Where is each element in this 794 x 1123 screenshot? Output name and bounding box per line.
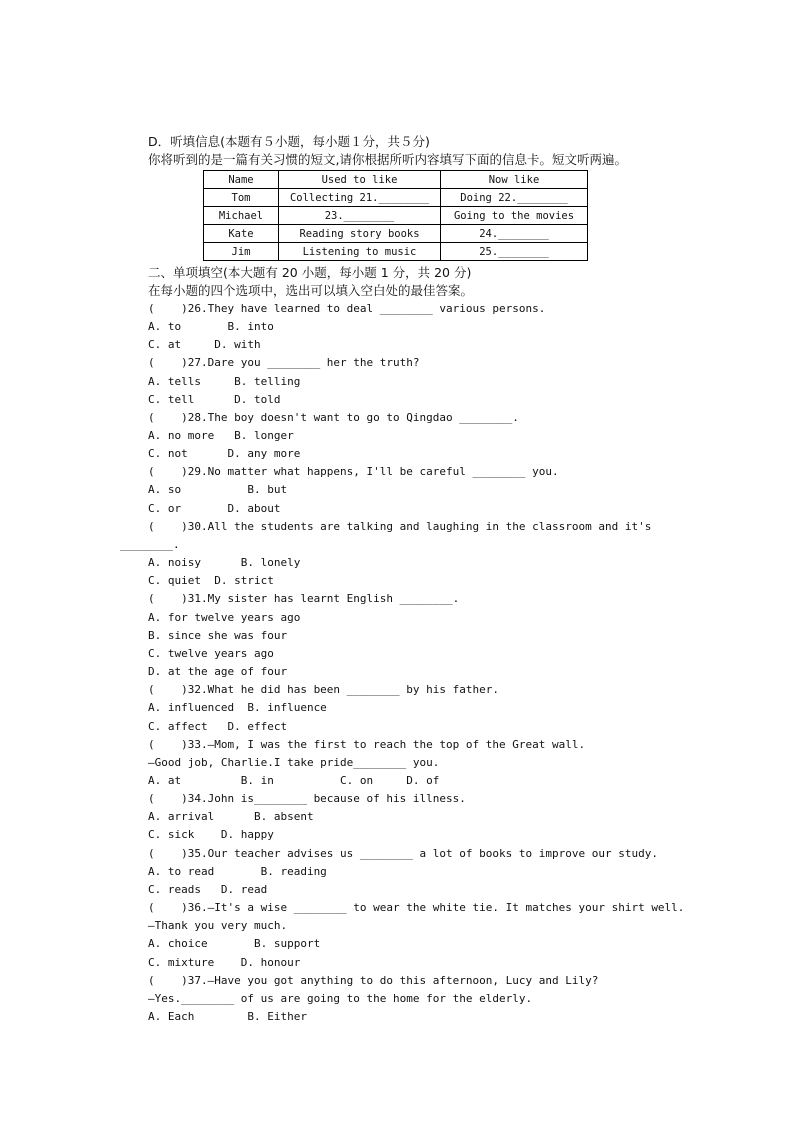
section-d-instruction: 你将听到的是一篇有关习惯的短文,请你根据所听内容填写下面的信息卡。短文听两遍。 xyxy=(148,152,627,167)
cell-now-like xyxy=(441,225,588,243)
header-now-like: Now like xyxy=(441,171,588,189)
options-line: A. no more B. longer xyxy=(148,429,294,442)
cell-now-like: Going to the movies xyxy=(441,207,588,225)
options-line: C. reads D. read xyxy=(148,883,268,896)
header-name: Name xyxy=(204,171,279,189)
question-36-reply: —Thank you very much. xyxy=(148,919,288,932)
question-33-reply: —Good job, Charlie.I take pride________ you. xyxy=(148,756,440,769)
options-line: A. so B. but xyxy=(148,483,288,496)
section-2-title: 二、单项填空(本大题有 20 小题，每小题 1 分，共 20 分) xyxy=(148,265,472,280)
answer-blank-23[interactable]: 23.________ xyxy=(324,209,395,222)
table-row xyxy=(204,243,588,261)
options-line: A. to read B. reading xyxy=(148,865,327,878)
options-line: C. at D. with xyxy=(148,338,261,351)
options-line: A. Each B. Either xyxy=(148,1010,307,1023)
question-37: ( )37.—Have you got anything to do this afternoon, Lucy and Lily? xyxy=(148,974,599,987)
options-line: B. since she was four xyxy=(148,629,288,642)
question-33: ( )33.—Mom, I was the first to reach the top of the Great wall. xyxy=(148,738,586,751)
options-line: A. influenced B. influence xyxy=(148,701,327,714)
options-line: A. choice B. support xyxy=(148,937,321,950)
question-34: ( )34.John is________ because of his illness. xyxy=(148,792,466,805)
table-header-row xyxy=(204,171,588,189)
cell-now-like: Doing 22.________ xyxy=(441,189,588,207)
options-line: A. arrival B. absent xyxy=(148,810,314,823)
question-36: ( )36.—It's a wise ________ to wear the white tie. It matches your shirt well. xyxy=(148,901,685,914)
table-row xyxy=(204,225,588,243)
table-row xyxy=(204,189,588,207)
cell-name: Michael xyxy=(204,207,279,225)
cell-used-to-like xyxy=(279,207,441,225)
cell-now-like xyxy=(441,243,588,261)
header-used-to-like: Used to like xyxy=(279,171,441,189)
options-line: C. quiet D. strict xyxy=(148,574,274,587)
cell-used-to-like: Collecting 21.________ xyxy=(279,189,441,207)
options-line: C. mixture D. honour xyxy=(148,956,301,969)
answer-blank-24[interactable]: 24.________ xyxy=(479,227,549,240)
question-28: ( )28.The boy doesn't want to go to Qingdao ________. xyxy=(148,411,519,424)
table-row xyxy=(204,207,588,225)
options-line: A. for twelve years ago xyxy=(148,611,301,624)
cell-used-to-like: Listening to music xyxy=(279,243,441,261)
options-line: C. sick D. happy xyxy=(148,828,274,841)
cell-name: Tom xyxy=(204,189,279,207)
info-card-table xyxy=(203,170,588,261)
cell-name: Jim xyxy=(204,243,279,261)
answer-blank-21[interactable]: 21.________ xyxy=(359,191,430,204)
options-line: D. at the age of four xyxy=(148,665,288,678)
question-31: ( )31.My sister has learnt English ________. xyxy=(148,592,460,605)
options-line: A. at B. in C. on D. of xyxy=(148,774,440,787)
question-26: ( )26.They have learned to deal ________ various persons. xyxy=(148,302,546,315)
options-line: A. noisy B. lonely xyxy=(148,556,301,569)
answer-blank-22[interactable]: 22.________ xyxy=(498,191,568,204)
cell-name: Kate xyxy=(204,225,279,243)
question-29: ( )29.No matter what happens, I'll be careful ________ you. xyxy=(148,465,559,478)
question-35: ( )35.Our teacher advises us ________ a lot of books to improve our study. xyxy=(148,847,658,860)
answer-blank-25[interactable]: 25.________ xyxy=(479,245,549,258)
question-30: ( )30.All the students are talking and laughing in the classroom and it's xyxy=(148,520,652,533)
options-line: C. not D. any more xyxy=(148,447,301,460)
question-32: ( )32.What he did has been ________ by his father. xyxy=(148,683,499,696)
options-line: C. or D. about xyxy=(148,502,281,515)
section-2-instruction: 在每小题的四个选项中，选出可以填入空白处的最佳答案。 xyxy=(148,283,474,298)
options-line: C. twelve years ago xyxy=(148,647,274,660)
question-37-reply: —Yes.________ of us are going to the home for the elderly. xyxy=(148,992,533,1005)
options-line: A. to B. into xyxy=(148,320,274,333)
options-line: C. affect D. effect xyxy=(148,720,288,733)
options-line: C. tell D. told xyxy=(148,393,281,406)
options-line: A. tells B. telling xyxy=(148,375,301,388)
question-27: ( )27.Dare you ________ her the truth? xyxy=(148,356,420,369)
cell-used-to-like: Reading story books xyxy=(279,225,441,243)
section-d-title: D．听填信息(本题有５小题，每小题１分，共５分) xyxy=(148,134,430,149)
question-30-continuation: ________. xyxy=(120,538,180,551)
